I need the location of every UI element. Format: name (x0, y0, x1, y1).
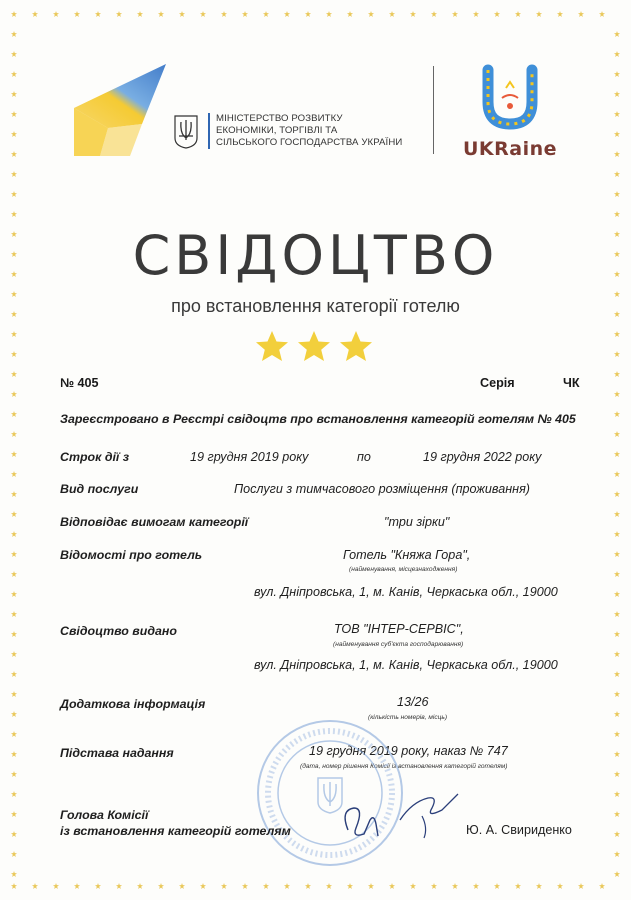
border-star-icon (614, 51, 620, 57)
border-star-icon (11, 71, 17, 77)
border-star-icon (11, 31, 17, 37)
issued-address: вул. Дніпровська, 1, м. Канів, Черкаська обл., 19000 (254, 658, 558, 672)
border-star-icon (515, 11, 521, 17)
border-star-icon (116, 11, 122, 17)
border-star-icon (11, 411, 17, 417)
series-label: Серія (480, 376, 515, 390)
hotel-address: вул. Дніпровська, 1, м. Канів, Черкаська обл., 19000 (254, 585, 558, 599)
border-star-icon (614, 391, 620, 397)
border-star-icon (11, 451, 17, 457)
border-star-icon (326, 11, 332, 17)
border-star-icon (614, 771, 620, 777)
border-star-icon (599, 883, 605, 889)
border-star-icon (284, 11, 290, 17)
border-star-icon (494, 883, 500, 889)
border-star-icon (11, 731, 17, 737)
rating-star-icon (297, 330, 331, 362)
border-star-icon (515, 883, 521, 889)
border-star-icon (326, 883, 332, 889)
border-star-icon (11, 571, 17, 577)
border-star-icon (614, 611, 620, 617)
border-star-icon (11, 471, 17, 477)
border-star-icon (614, 491, 620, 497)
border-star-icon (11, 511, 17, 517)
border-star-icon (11, 111, 17, 117)
border-star-icon (410, 883, 416, 889)
border-star-icon (557, 883, 563, 889)
ministry-accent-bar (208, 113, 210, 149)
star-rating (255, 330, 373, 362)
border-star-icon (389, 11, 395, 17)
border-star-icon (11, 811, 17, 817)
chairman-title-line2: із встановлення категорій готелям (60, 824, 291, 838)
border-star-icon (614, 751, 620, 757)
border-star-icon (389, 883, 395, 889)
border-star-icon (614, 531, 620, 537)
ministry-line: ЕКОНОМІКИ, ТОРГІВЛІ ТА (216, 125, 338, 136)
border-star-icon (410, 11, 416, 17)
chairman-title-line1: Голова Комісії (60, 808, 149, 822)
border-star-icon (599, 11, 605, 17)
border-star-icon (614, 171, 620, 177)
border-star-icon (614, 631, 620, 637)
border-star-icon (614, 211, 620, 217)
border-star-icon (11, 531, 17, 537)
border-star-icon (614, 711, 620, 717)
border-star-icon (11, 851, 17, 857)
border-star-icon (95, 11, 101, 17)
border-star-icon (614, 331, 620, 337)
border-star-icon (11, 211, 17, 217)
border-star-icon (614, 651, 620, 657)
border-star-icon (536, 11, 542, 17)
border-star-icon (368, 883, 374, 889)
border-star-icon (32, 883, 38, 889)
border-star-icon (179, 11, 185, 17)
border-star-icon (494, 11, 500, 17)
border-star-icon (200, 11, 206, 17)
border-star-icon (536, 883, 542, 889)
ukraine-brand-word: UKRaine (462, 138, 558, 160)
border-star-icon (11, 371, 17, 377)
border-star-icon (11, 711, 17, 717)
border-star-icon (614, 151, 620, 157)
border-star-icon (263, 883, 269, 889)
rating-star-icon (255, 330, 289, 362)
service-value: Послуги з тимчасового розміщення (проживання) (234, 482, 531, 496)
border-star-icon (11, 151, 17, 157)
hotel-label: Відомості про готель (60, 548, 203, 562)
border-star-icon (11, 351, 17, 357)
chairman-name: Ю. А. Свириденко (466, 823, 572, 837)
border-star-icon (11, 191, 17, 197)
border-star-icon (614, 91, 620, 97)
header-divider (433, 66, 434, 154)
border-star-icon (11, 491, 17, 497)
category-label: Відповідає вимогам категорії (60, 515, 249, 529)
border-star-icon (74, 11, 80, 17)
handwritten-signature-icon (330, 780, 470, 850)
border-star-icon (11, 671, 17, 677)
border-star-icon (158, 883, 164, 889)
border-star-icon (11, 651, 17, 657)
document-subtitle: про встановлення категорії готелю (171, 296, 460, 316)
border-star-icon (614, 731, 620, 737)
border-star-icon (200, 883, 206, 889)
border-star-icon (179, 883, 185, 889)
document-title: СВІДОЦТВО (132, 224, 499, 287)
registry-statement: Зареєстровано в Реєстрі свідоцтв про встановлення категорій готелям № 405 (60, 412, 576, 426)
border-star-icon (11, 831, 17, 837)
border-star-icon (284, 883, 290, 889)
additional-label: Додаткова інформація (60, 697, 206, 711)
border-star-icon (614, 671, 620, 677)
border-star-icon (614, 811, 620, 817)
border-star-icon (221, 11, 227, 17)
border-star-icon (614, 411, 620, 417)
border-star-icon (116, 883, 122, 889)
border-star-icon (95, 883, 101, 889)
rating-star-icon (339, 330, 373, 362)
border-star-icon (614, 871, 620, 877)
border-star-icon (614, 851, 620, 857)
border-star-icon (11, 331, 17, 337)
basis-value: 19 грудня 2019 року, наказ № 747 (309, 744, 508, 758)
border-star-icon (614, 551, 620, 557)
border-star-icon (578, 883, 584, 889)
border-star-icon (11, 771, 17, 777)
additional-value: 13/26 (397, 695, 429, 709)
border-star-icon (74, 883, 80, 889)
border-star-icon (242, 11, 248, 17)
border-star-icon (614, 31, 620, 37)
ministry-name (216, 113, 402, 149)
border-star-icon (11, 51, 17, 57)
ukraine-u-logo-icon (478, 62, 542, 134)
border-star-icon (347, 11, 353, 17)
border-star-icon (614, 591, 620, 597)
border-star-icon (614, 691, 620, 697)
border-star-icon (614, 431, 620, 437)
series-value: ЧК (563, 376, 580, 390)
border-star-icon (305, 883, 311, 889)
border-star-icon (11, 91, 17, 97)
border-star-icon (473, 883, 479, 889)
trident-icon (172, 112, 200, 150)
border-star-icon (614, 831, 620, 837)
border-star-icon (11, 131, 17, 137)
ministry-line: СІЛЬСЬКОГО ГОСПОДАРСТВА УКРАЇНИ (216, 137, 403, 148)
validity-to: 19 грудня 2022 року (423, 450, 542, 464)
border-star-icon (221, 883, 227, 889)
border-star-icon (11, 11, 17, 17)
border-star-icon (614, 351, 620, 357)
border-star-icon (578, 11, 584, 17)
border-star-icon (11, 791, 17, 797)
border-star-icon (11, 883, 17, 889)
basis-label: Підстава надання (60, 746, 174, 760)
hotel-name: Готель "Княжа Гора", (343, 548, 471, 562)
category-value: "три зірки" (384, 515, 450, 529)
border-star-icon (473, 11, 479, 17)
border-star-icon (557, 11, 563, 17)
hotel-name-hint: (найменування, місцезнаходження) (349, 566, 458, 573)
border-star-icon (11, 391, 17, 397)
ministry-block (172, 112, 402, 150)
border-star-icon (32, 11, 38, 17)
issued-label: Свідоцтво видано (60, 624, 177, 638)
basis-hint: (дата, номер рішення Комісії із встановлення категорій готелям) (300, 763, 508, 770)
border-star-icon (614, 451, 620, 457)
border-star-icon (263, 11, 269, 17)
border-star-icon (614, 371, 620, 377)
additional-hint: (кількість номерів, місць) (368, 714, 448, 721)
issued-entity-hint: (найменування суб'єкта господарювання) (333, 641, 464, 648)
certificate-number: № 405 (60, 376, 99, 390)
border-star-icon (242, 883, 248, 889)
border-star-icon (11, 611, 17, 617)
issued-entity: ТОВ "ІНТЕР-СЕРВІС", (334, 622, 464, 636)
ministry-logo-icon (70, 62, 170, 162)
border-star-icon (614, 791, 620, 797)
border-star-icon (614, 111, 620, 117)
border-star-icon (614, 471, 620, 477)
border-star-icon (11, 751, 17, 757)
border-star-icon (11, 171, 17, 177)
border-star-icon (11, 871, 17, 877)
border-star-icon (137, 11, 143, 17)
border-star-icon (137, 883, 143, 889)
border-star-icon (11, 551, 17, 557)
validity-from: 19 грудня 2019 року (190, 450, 309, 464)
border-star-icon (431, 11, 437, 17)
border-star-icon (452, 883, 458, 889)
border-star-icon (368, 11, 374, 17)
border-star-icon (11, 431, 17, 437)
border-star-icon (11, 631, 17, 637)
border-star-icon (53, 883, 59, 889)
border-star-icon (53, 11, 59, 17)
border-star-icon (614, 131, 620, 137)
border-star-icon (347, 883, 353, 889)
ministry-line: МІНІСТЕРСТВО РОЗВИТКУ (216, 113, 343, 124)
border-star-icon (305, 11, 311, 17)
validity-label: Строк дії з (60, 450, 130, 464)
border-star-icon (614, 191, 620, 197)
border-star-icon (158, 11, 164, 17)
border-star-icon (11, 591, 17, 597)
border-star-icon (614, 71, 620, 77)
validity-to-label: по (357, 450, 371, 464)
border-star-icon (614, 511, 620, 517)
border-star-icon (431, 883, 437, 889)
border-star-icon (614, 571, 620, 577)
border-star-icon (11, 691, 17, 697)
border-star-icon (452, 11, 458, 17)
service-label: Вид послуги (60, 482, 139, 496)
